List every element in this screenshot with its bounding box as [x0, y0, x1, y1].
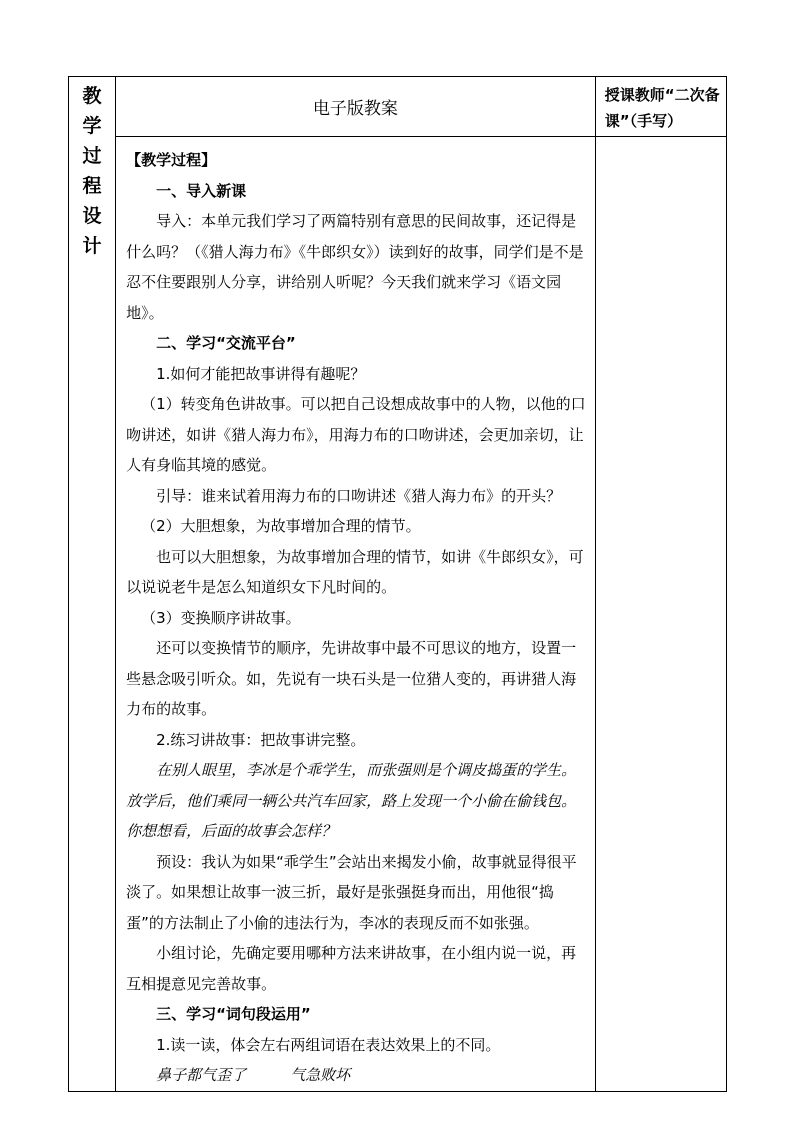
side-char: 过: [82, 145, 102, 167]
heading-exchange: 二、学习“交流平台”: [156, 334, 296, 352]
word-pair: [126, 1060, 589, 1091]
heading-intro: 一、导入新课: [156, 181, 247, 200]
method-3-detail: 还可以变换情节的顺序，先讲故事中最不可思议的地方，设置一些悬念吸引听众。如，先说有一块石头是一位猎人变的，再讲猎人海力布的故事。: [126, 639, 577, 718]
word-right: 气急败坏: [290, 1066, 351, 1084]
method-2: （2）大胆想象，为故事增加合理的情节。: [141, 517, 421, 535]
lesson-content: [116, 137, 596, 1092]
intro-paragraph: 导入：本单元我们学习了两篇特别有意思的民间故事，还记得是什么吗？（《猎人海力布》《牛郎织女》）读到好的故事，同学们是不是忍不住要跟别人分享，讲给别人听呢？今天我们就来学习《语文园地》。: [126, 212, 584, 322]
group-discussion: 小组讨论，先确定要用哪种方法来讲故事，在小组内说一说，再互相提意见完善故事。: [126, 944, 577, 993]
handwritten-notes-area: [595, 137, 726, 1092]
method-3: （3）变换顺序讲故事。: [141, 608, 301, 627]
note-column-header: 授课教师“二次备课”（手写）: [595, 77, 726, 137]
lesson-plan-table: [68, 76, 727, 1092]
side-char: 教: [82, 85, 102, 107]
section-label: 【教学过程】: [126, 151, 217, 169]
preset-paragraph: 预设：我认为如果“乖学生”会站出来揭发小偷，故事就显得很平淡了。如果想让故事一波三折，最好是张强挺身而出，用他很“捣蛋”的方法制止了小偷的违法行为，李冰的表现反而不如张强。: [126, 852, 577, 932]
side-char: 学: [82, 115, 102, 137]
question-2: 2.练习讲故事：把故事讲完整。: [156, 730, 366, 749]
story-paragraph: 在别人眼里，李冰是个乖学生，而张强则是个调皮捣蛋的学生。放学后，他们乘同一辆公共汽车回家，路上发现一个小偷在偷钱包。你想想看，后面的故事会怎样？: [126, 761, 577, 840]
guide-paragraph: 引导：谁来试着用海力布的口吻讲述《猎人海力布》的开头？: [156, 486, 562, 505]
method-2-detail: 也可以大胆想象，为故事增加合理的情节，如讲《牛郎织女》，可以说说老牛是怎么知道织女下凡时间的。: [126, 547, 584, 596]
header-row: [69, 77, 727, 137]
question-3: 1.读一读，体会左右两组词语在表达效果上的不同。: [156, 1035, 501, 1054]
side-char: 设: [82, 205, 102, 227]
page-title: 电子版教案: [116, 77, 596, 137]
method-1: （1）转变角色讲故事。可以把自己设想成故事中的人物，以他的口吻讲述，如讲《猎人海力布》，用海力布的口吻讲述，会更加亲切，让人有身临其境的感觉。: [126, 395, 586, 474]
side-label: [69, 77, 116, 1092]
heading-words: 三、学习“词句段运用”: [156, 1005, 311, 1023]
body-row: [69, 137, 727, 1092]
word-left: 鼻子都气歪了: [156, 1066, 247, 1084]
question-1: 1.如何才能把故事讲得有趣呢？: [156, 364, 366, 383]
side-char: 程: [82, 175, 102, 197]
side-char: 计: [82, 235, 102, 257]
